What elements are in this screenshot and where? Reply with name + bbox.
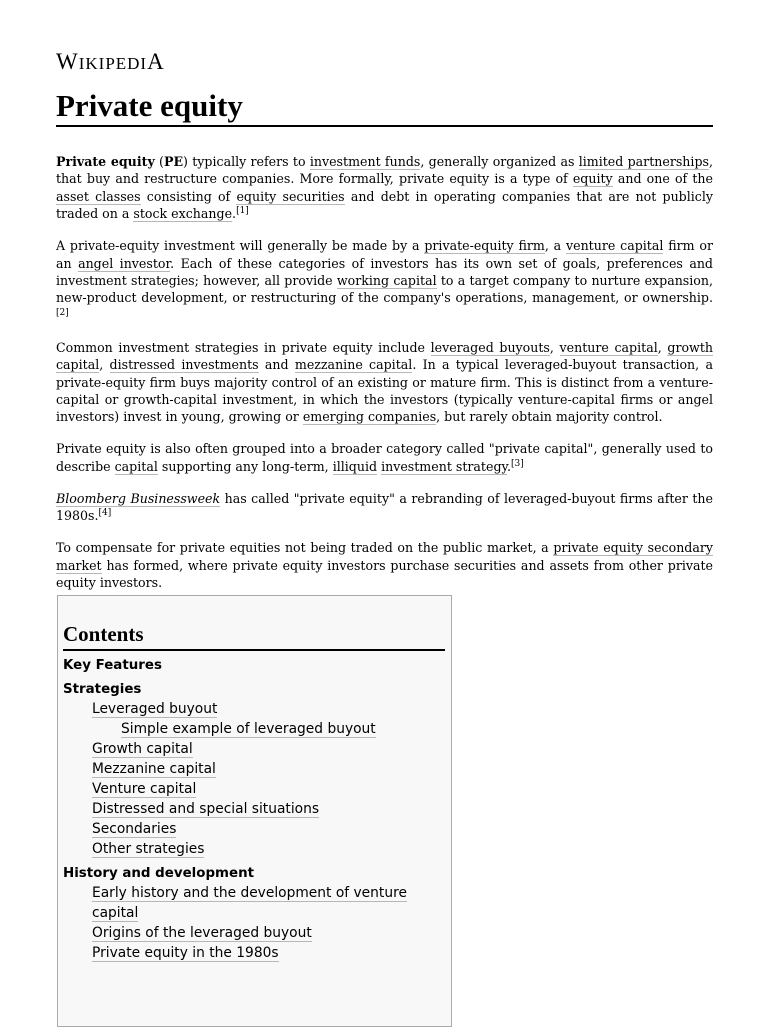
- link-venture-capital[interactable]: venture capital: [559, 339, 658, 355]
- citation-1[interactable]: [1]: [236, 206, 249, 217]
- link-leveraged-buyouts[interactable]: leveraged buyouts: [430, 339, 550, 355]
- toc-item-venture-capital[interactable]: [92, 779, 451, 799]
- text: and one of the: [612, 171, 713, 187]
- link-private-equity-firm[interactable]: private-equity firm: [424, 238, 545, 254]
- toc-item-distressed[interactable]: [92, 799, 451, 819]
- paragraph-2: [56, 237, 713, 324]
- toc-item-label: Origins of the leveraged buyout: [92, 925, 312, 941]
- link-emerging-companies[interactable]: emerging companies: [302, 409, 437, 425]
- table-of-contents: [57, 595, 452, 1027]
- text: has called "private equity" a rebranding of leveraged-buyout firms after the 1980s.: [56, 490, 713, 524]
- text: .: [506, 458, 511, 474]
- toc-item-label: Venture capital: [92, 781, 197, 797]
- link-investment-funds[interactable]: investment funds: [309, 154, 421, 169]
- link-asset-classes[interactable]: asset classes: [56, 188, 141, 204]
- text: ,: [99, 357, 110, 373]
- citation-2[interactable]: [2]: [56, 307, 69, 318]
- text: firm or an: [56, 238, 713, 271]
- toc-item-mezzanine-capital[interactable]: [92, 759, 451, 779]
- article-body: [56, 153, 713, 592]
- text: To compensate for private equities not being traded on the public market, a: [56, 540, 554, 556]
- toc-item-label: Growth capital: [92, 741, 193, 757]
- text: , but rarely obtain majority control.: [436, 409, 663, 425]
- text: A private-equity investment will generally be made by a: [56, 238, 425, 254]
- text: Private equity is also often grouped into a broader category called "private capital", generally used to describe: [56, 441, 713, 474]
- text: has formed, where private equity investors purchase securities and assets from other private equity investors.: [56, 557, 713, 591]
- toc-item-early-history[interactable]: [92, 883, 451, 923]
- text: (: [154, 154, 164, 169]
- paragraph-1: [56, 153, 713, 223]
- toc-item-label: Early history and the development of venture capital: [92, 885, 407, 921]
- paragraph-4: [56, 440, 713, 475]
- paragraph-6: [56, 539, 713, 591]
- paragraph-5: [56, 490, 713, 525]
- link-investment-strategy[interactable]: investment strategy: [381, 458, 507, 474]
- toc-item-label: Simple example of leveraged buyout: [121, 721, 376, 737]
- link-distressed-investments[interactable]: distressed investments: [109, 357, 259, 373]
- toc-item-growth-capital[interactable]: [92, 739, 451, 759]
- text: , a: [544, 238, 566, 254]
- wordmark-middle: IKIPEDI: [78, 54, 148, 73]
- toc-item-label: Distressed and special situations: [92, 801, 320, 817]
- citation-3[interactable]: [3]: [510, 458, 524, 469]
- toc-item-other-strategies[interactable]: [92, 839, 451, 859]
- toc-section-label: History and development: [63, 866, 254, 881]
- toc-item-origins-lbo[interactable]: [92, 923, 451, 943]
- link-growth-capital[interactable]: growth capital: [56, 339, 714, 373]
- toc-item-1980s[interactable]: [92, 943, 451, 963]
- text: , that buy and restructure companies. More formally, private equity is a type of: [56, 154, 713, 187]
- text: . In a typical leveraged-buyout transaction, a private-equity firm buys majority control of an existing or mature firm. This is distinct from a venture-capital or growth-capital investment, in which the investors (typically venture-capital firms or angel investors) invest in young, growing or: [56, 357, 713, 425]
- toc-item-label: Secondaries: [92, 821, 177, 837]
- toc-item-label: Other strategies: [92, 841, 205, 857]
- toc-item-secondaries[interactable]: [92, 819, 451, 839]
- text: and debt in operating companies that are not publicly traded on a: [56, 188, 713, 222]
- toc-item-label: Mezzanine capital: [92, 761, 216, 777]
- text: consisting of: [140, 188, 237, 204]
- toc-item-simple-example[interactable]: [121, 719, 451, 739]
- link-equity-securities[interactable]: equity securities: [236, 188, 345, 204]
- bold-term: Private equity: [56, 154, 155, 169]
- link-private-equity-secondary-market[interactable]: private equity secondary market: [56, 540, 714, 573]
- toc-item-leveraged-buyout[interactable]: [92, 699, 451, 719]
- citation-4[interactable]: [4]: [98, 508, 112, 519]
- toc-section-strategies[interactable]: [63, 681, 451, 699]
- link-stock-exchange[interactable]: stock exchange: [133, 206, 233, 222]
- toc-section-history[interactable]: [63, 865, 451, 883]
- text: supporting any long-term,: [157, 458, 333, 474]
- toc-item-label: Private equity in the 1980s: [92, 945, 279, 961]
- link-equity[interactable]: equity: [572, 171, 613, 187]
- text: .: [232, 206, 237, 222]
- text: to a target company to nurture expansion, new-product development, or restructuring of the company's operations, management, or ownership.: [56, 273, 713, 306]
- text: ,: [549, 339, 560, 355]
- text: ,: [657, 339, 668, 355]
- wikipedia-wordmark[interactable]: [56, 50, 713, 74]
- text: Common investment strategies in private equity include: [56, 339, 431, 355]
- toc-section-label: Key Features: [63, 658, 162, 673]
- toc-title: Contents: [63, 620, 445, 651]
- toc-item-label: Leveraged buyout: [92, 701, 218, 717]
- text: ) typically refers to: [183, 154, 310, 169]
- text: . Each of these categories of investors has its own set of goals, preferences and investment strategies; however, all provide: [56, 255, 713, 289]
- link-capital[interactable]: capital: [114, 458, 158, 474]
- link-limited-partnerships[interactable]: limited partnerships: [578, 154, 709, 169]
- paragraph-3: [56, 339, 713, 426]
- link-bloomberg-businessweek[interactable]: Bloomberg Businessweek: [56, 490, 221, 506]
- link-venture-capital[interactable]: venture capital: [566, 238, 664, 254]
- link-mezzanine-capital[interactable]: mezzanine capital: [294, 357, 413, 373]
- link-working-capital[interactable]: working capital: [336, 273, 437, 289]
- page-title: Private equity: [56, 86, 713, 127]
- wordmark-last-letter: A: [147, 49, 165, 74]
- toc-section-key-features[interactable]: [63, 657, 451, 675]
- bold-abbreviation: PE: [163, 154, 184, 169]
- article-page: [56, 50, 713, 606]
- text: and: [258, 357, 295, 373]
- text: , generally organized as: [420, 154, 579, 169]
- link-illiquid[interactable]: illiquid: [332, 458, 378, 474]
- link-angel-investor[interactable]: angel investor: [78, 255, 171, 271]
- wordmark-first-letter: W: [56, 49, 79, 74]
- toc-section-label: Strategies: [63, 682, 142, 697]
